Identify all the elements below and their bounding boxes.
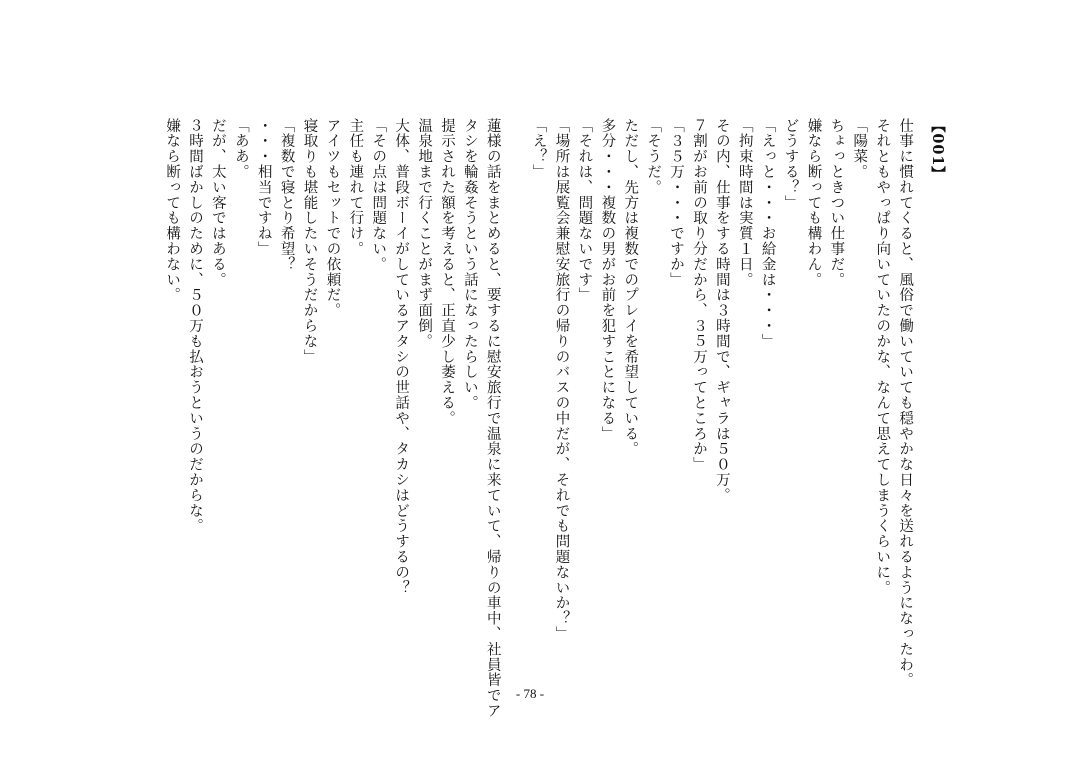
text-line: 多分・・・複数の男がお前を犯すことになる」 [599,118,616,442]
text-line: 寝取りも堪能したいそうだからな」 [301,118,318,365]
text-line: 「複数で寝とり希望？ [278,118,295,272]
text-line: ７割がお前の取り分だから、３５万ってところか」 [690,118,707,473]
text-line: 嫌なら断っても構わん。 [805,118,822,288]
text-line: だが、太い客ではある。 [209,118,226,288]
text-line: ただし、先方は複数でのプレイを希望している。 [622,118,639,457]
text-line: 大体、普段ボーイがしているアタシの世話や、タカシはどうするの？ [393,118,410,596]
text-line: 「陽菜。 [851,118,868,180]
page-number: - 78 - [515,686,545,701]
text-line: ・・・相当ですね」 [255,118,272,257]
text-line: アイツもセットでの依頼だ。 [324,118,341,319]
text-line: 温泉地まで行くことがまず面倒。 [416,118,433,349]
chapter-heading: 【001】 [929,118,946,182]
text-line: 「場所は展覧会兼慰安旅行の帰りのバスの中だが、それでも問題ないか？」 [553,118,570,642]
text-line: 嫌なら断っても構わない。 [164,118,181,303]
text-line: 仕事に慣れてくると、風俗で働いていても穏やかな日々を送れるようになったわ。 [897,118,914,688]
text-line: 提示された額を考えると、正直少し萎える。 [438,118,455,426]
text-line: 「そうだ。 [645,118,662,195]
text-line: 「ああ。 [232,118,249,180]
text-line: 主任も連れて行け。 [347,118,364,257]
text-line: 「それは、問題ないです」 [576,118,593,303]
text-line: ちょっときつい仕事だ。 [828,118,845,288]
text-line: その内、仕事をする時間は３時間で、ギャラは５０万。 [713,118,730,503]
text-line: 「え？」 [530,118,547,180]
text-line: 「拘束時間は実質１日。 [736,118,753,288]
text-line: 「その点は問題ない。 [370,118,387,272]
text-line: ３時間ばかしのために、５０万も払おうというのだからな。 [187,118,203,534]
text-line: 「えっと・・・お給金は・・・」 [759,118,776,349]
text-line: どうする？」 [782,118,799,211]
text-line: それともやっぱり向いていたのかな、なんて思えてしまうくらいに。 [874,118,891,596]
blank-line [504,118,527,678]
text-line: 蓮様の話をまとめると、要するに慰安旅行で温泉に来ていて、帰りの車中、社員皆でア [484,118,501,719]
text-line: 「３５万・・・ですか」 [668,118,685,288]
text-line: タシを輪姦そうという話になったらしい。 [461,118,478,411]
